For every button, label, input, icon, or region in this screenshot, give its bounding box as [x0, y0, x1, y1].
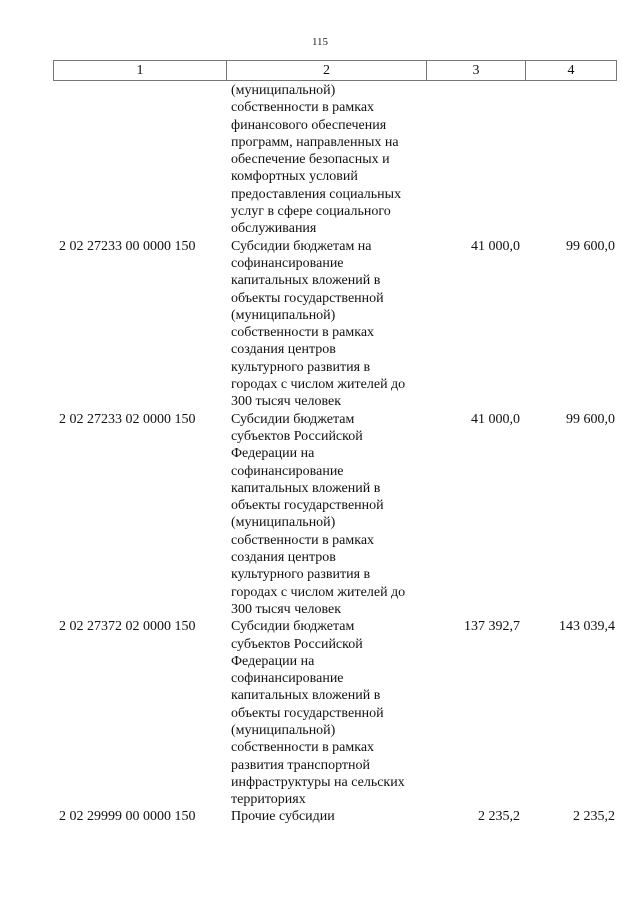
value-col4: 99 600,0	[566, 411, 615, 427]
description-line: (муниципальной)	[231, 83, 336, 98]
value-col4: 2 235,2	[573, 809, 615, 825]
description-line: финансового обеспечения	[231, 117, 387, 133]
row-description	[226, 618, 426, 808]
description-line: собственности в рамках	[231, 532, 375, 548]
value-col3: 41 000,0	[471, 411, 520, 427]
description-line: культурного развития в	[231, 567, 371, 583]
description-line: собственности в рамках	[231, 325, 375, 341]
description-line: софинансирование	[231, 255, 344, 271]
description-line: софинансирование	[231, 463, 344, 479]
description-line: территориях	[231, 792, 306, 808]
budget-code	[53, 82, 226, 238]
description-line: собственности в рамках	[231, 740, 375, 756]
budget-code: 2 02 27233 00 0000 150	[59, 238, 196, 254]
value-col3: 41 000,0	[471, 238, 520, 254]
row-description	[226, 82, 426, 238]
description-line: Прочие субсидии	[231, 809, 335, 825]
description-line: городах с числом жителей до	[231, 377, 406, 393]
table-row	[53, 238, 617, 411]
description-line: (муниципальной)	[231, 307, 336, 323]
description-line: субъектов Российской	[231, 636, 363, 652]
description-line: обеспечение безопасных и	[231, 152, 390, 168]
description-line: объекты государственной	[231, 498, 384, 514]
description-line: капитальных вложений в	[231, 688, 381, 704]
description-line: софинансирование	[231, 671, 344, 687]
table-row	[53, 808, 617, 825]
value-col4: 99 600,0	[566, 238, 615, 254]
description-line: Федерации на	[231, 653, 315, 669]
table-row	[53, 411, 617, 619]
description-line: Субсидии бюджетам на	[231, 238, 372, 254]
description-line: создания центров	[231, 550, 336, 566]
budget-code: 2 02 27372 02 0000 150	[59, 619, 196, 635]
column-header-3: 3	[427, 61, 526, 80]
budget-code: 2 02 27233 02 0000 150	[59, 411, 196, 427]
value-col3: 2 235,2	[478, 809, 520, 825]
description-line: комфортных условий	[231, 169, 358, 185]
description-line: капитальных вложений в	[231, 273, 381, 289]
description-line: обслуживания	[231, 221, 317, 237]
row-description	[226, 808, 426, 825]
column-header-4: 4	[567, 62, 575, 78]
description-line: инфраструктуры на сельских	[231, 774, 405, 790]
description-line: программ, направленных на	[231, 134, 399, 150]
description-line: развития транспортной	[231, 757, 371, 773]
description-line: услуг в сфере социального	[231, 204, 391, 220]
description-line: Субсидии бюджетам	[231, 619, 355, 635]
table-header-row	[53, 60, 617, 81]
description-line: объекты государственной	[231, 705, 384, 721]
description-line: культурного развития в	[231, 359, 371, 375]
column-header-2: 2	[227, 61, 427, 80]
table-row	[53, 618, 617, 808]
description-line: субъектов Российской	[231, 428, 363, 444]
budget-code: 2 02 29999 00 0000 150	[59, 809, 196, 825]
description-line: (муниципальной)	[231, 515, 336, 531]
description-line: (муниципальной)	[231, 722, 336, 738]
description-line: Субсидии бюджетам	[231, 411, 355, 427]
value-col4: 143 039,4	[559, 619, 615, 635]
description-line: предоставления социальных	[231, 186, 402, 202]
table-body	[53, 82, 617, 826]
row-description	[226, 411, 426, 619]
description-line: объекты государственной	[231, 290, 384, 306]
column-header-1: 1	[54, 61, 227, 80]
description-line: 300 тысяч человек	[231, 394, 342, 410]
row-description	[226, 238, 426, 411]
description-line: создания центров	[231, 342, 336, 358]
description-line: городах с числом жителей до	[231, 584, 406, 600]
description-line: собственности в рамках	[231, 100, 375, 116]
value-col4	[525, 82, 617, 238]
value-col3: 137 392,7	[464, 619, 520, 635]
page-number: 115	[311, 36, 329, 48]
description-line: Федерации на	[231, 446, 315, 462]
description-line: капитальных вложений в	[231, 480, 381, 496]
value-col3	[426, 82, 525, 238]
description-line: 300 тысяч человек	[231, 601, 342, 617]
table-row	[53, 82, 617, 238]
